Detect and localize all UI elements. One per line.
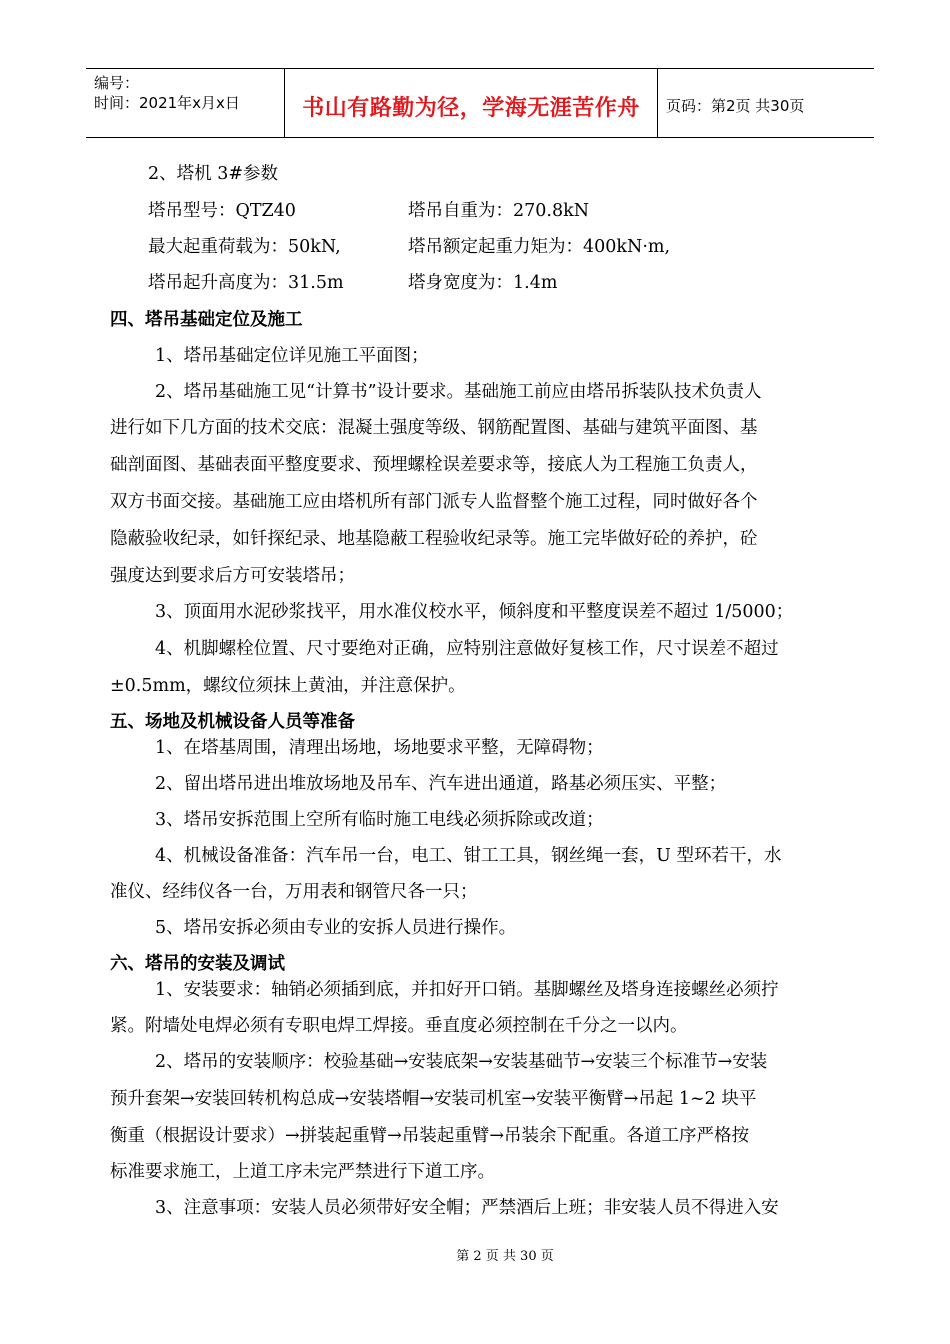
param-max-load: 最大起重荷载为：50kN, xyxy=(148,237,341,257)
section-4-line: 2、塔吊基础施工见“计算书”设计要求。基础施工前应由塔吊拆装队技术负责人 xyxy=(155,382,762,402)
section-6-line: 紧。附墙处电焊必须有专职电焊工焊接。垂直度必须控制在千分之一以内。 xyxy=(110,1016,688,1036)
section-6-line: 2、塔吊的安装顺序：校验基础→安装底架→安装基础节→安装三个标准节→安装 xyxy=(155,1052,768,1072)
header-motto: 书山有路勤为径，学海无涯苦作舟 xyxy=(284,69,658,137)
section-4-line: 进行如下几方面的技术交底：混凝土强度等级、钢筋配置图、基础与建筑平面图、基 xyxy=(110,418,758,438)
param-rated-moment: 塔吊额定起重力矩为：400kN·m, xyxy=(408,237,671,257)
param-model: 塔吊型号：QTZ40 xyxy=(148,201,296,221)
header-meta xyxy=(86,69,284,137)
param-self-weight: 塔吊自重为：270.8kN xyxy=(408,201,590,221)
section-6-heading: 六、塔吊的安装及调试 xyxy=(110,954,285,974)
section-5-line: 2、留出塔吊进出堆放场地及吊车、汽车进出通道，路基必须压实、平整； xyxy=(155,774,727,794)
page-footer: 第 2 页 共 30 页 xyxy=(456,1249,554,1264)
section-6-line: 衡重（根据设计要求）→拼装起重臂→吊装起重臂→吊装余下配重。各道工序严格按 xyxy=(110,1126,749,1146)
section-6-line: 预升套架→安装回转机构总成→安装塔帽→安装司机室→安装平衡臂→吊起 1~2 块平 xyxy=(110,1089,757,1109)
section-5-line: 准仪、经纬仪各一台，万用表和钢管尺各一只； xyxy=(110,882,478,902)
section-5-line: 5、塔吊安拆必须由专业的安拆人员进行操作。 xyxy=(155,918,517,938)
section-4-line: 隐蔽验收纪录，如钎探纪录、地基隐蔽工程验收纪录等。施工完毕做好砼的养护，砼 xyxy=(110,529,758,549)
section-4-heading: 四、塔吊基础定位及施工 xyxy=(110,310,303,330)
section-4-line: 3、顶面用水泥砂浆找平，用水准仪校水平，倾斜度和平整度误差不超过 1/5000； xyxy=(155,602,794,622)
document-number-label: 编号： xyxy=(94,74,140,92)
document-date: 时间：2021年x月x日 xyxy=(94,94,240,112)
section-5-heading: 五、场地及机械设备人员等准备 xyxy=(110,712,355,732)
section-4-line: 双方书面交接。基础施工应由塔机所有部门派专人监督整个施工过程，同时做好各个 xyxy=(110,492,758,512)
section-5-line: 4、机械设备准备：汽车吊一台，电工、钳工工具，钢丝绳一套，U 型环若干，水 xyxy=(155,846,782,866)
section-4-line: 1、塔吊基础定位详见施工平面图； xyxy=(155,346,429,366)
section-4-line: 强度达到要求后方可安装塔吊； xyxy=(110,566,355,586)
section-4-line: ±0.5mm，螺纹位须抹上黄油，并注意保护。 xyxy=(110,676,466,696)
section-5-line: 3、塔吊安拆范围上空所有临时施工电线必须拆除或改道； xyxy=(155,810,604,830)
section-6-line: 3、注意事项：安装人员必须带好安全帽；严禁酒后上班；非安装人员不得进入安 xyxy=(155,1198,779,1218)
param-tower-width: 塔身宽度为：1.4m xyxy=(408,273,558,293)
section-5-line: 1、在塔基周围，清理出场地，场地要求平整，无障碍物； xyxy=(155,738,604,758)
section-4-line: 础剖面图、基础表面平整度要求、预埋螺栓误差要求等，接底人为工程施工负责人， xyxy=(110,455,758,475)
param-lift-height: 塔吊起升高度为：31.5m xyxy=(148,273,344,293)
section-4-line: 4、机脚螺栓位置、尺寸要绝对正确，应特别注意做好复核工作，尺寸误差不超过 xyxy=(155,639,779,659)
params-title: 2、塔机 3#参数 xyxy=(148,164,278,184)
page-header xyxy=(86,68,874,138)
header-page-info: 页码：第2页 共30页 xyxy=(666,96,805,115)
section-6-line: 标准要求施工，上道工序未完严禁进行下道工序。 xyxy=(110,1162,495,1182)
section-6-line: 1、安装要求：轴销必须插到底，并扣好开口销。基脚螺丝及塔身连接螺丝必须拧 xyxy=(155,980,779,1000)
